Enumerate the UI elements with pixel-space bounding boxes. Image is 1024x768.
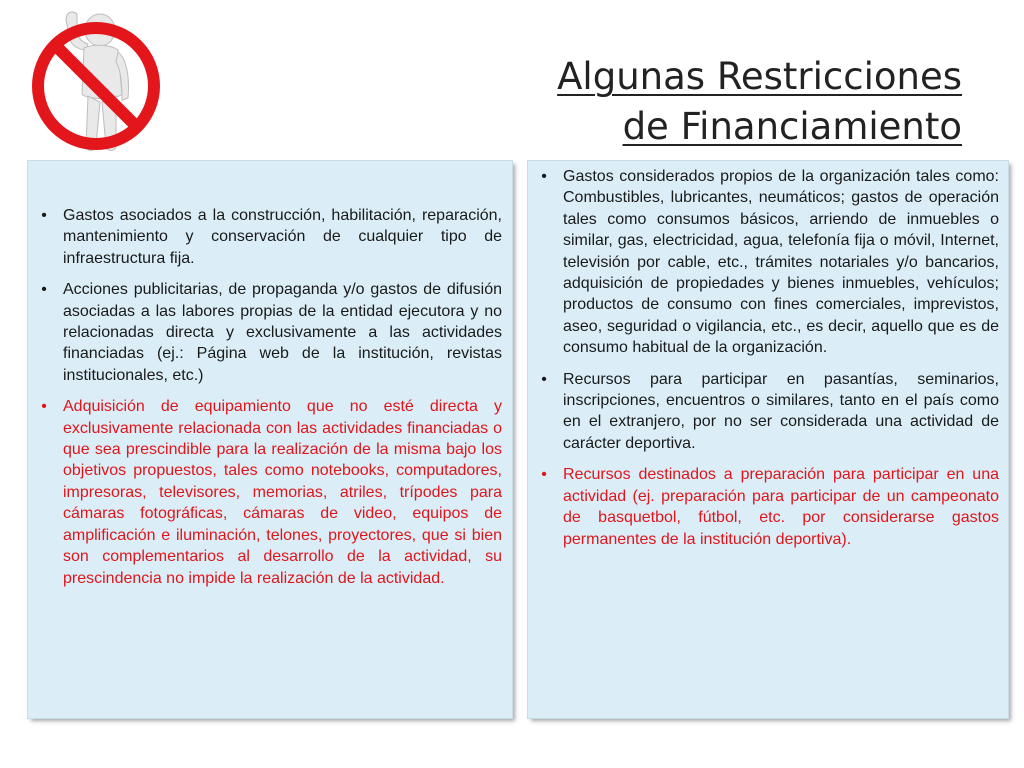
right-panel	[528, 161, 1008, 718]
list-item-highlighted	[38, 396, 502, 589]
list-item-text: Recursos para participar en pasantías, seminarios, inscripciones, encuentros o similares, tanto en el país como en el extranjero, por no ser considerada una actividad de carácter deportiva.	[563, 370, 999, 452]
person-behind-prohibition-sign-icon	[22, 6, 172, 158]
left-bullet-list	[38, 205, 502, 589]
bullet-icon: •	[41, 281, 47, 299]
bullet-icon: •	[541, 370, 547, 388]
list-item	[38, 279, 502, 386]
list-item	[538, 166, 999, 359]
bullet-icon: •	[541, 466, 547, 484]
left-panel	[28, 161, 512, 718]
list-item-text: Gastos considerados propios de la organización tales como: Combustibles, lubricantes, neumáticos; gastos de operación tales como consumos básicos, arriendo de inmuebles o similar, gas, electricidad, agua, telefonía fija o móvil, Internet, televisión por cable, etc., trámites notariales y/o bancarios, adquisición de propiedades y bienes inmuebles, vehículos; productos de consumo con fines comerciales, imprevistos, aseo, seguridad o vigilancia, etc., es decir, aquello que es de consumo habitual de la organización.	[563, 168, 999, 357]
list-item	[38, 205, 502, 269]
bullet-icon: •	[41, 398, 47, 416]
bullet-icon: •	[541, 168, 547, 185]
title-line-1: Algunas Restricciones	[557, 55, 962, 98]
list-item-highlighted	[538, 464, 999, 550]
right-bullet-list	[538, 166, 999, 550]
title-line-2: de Financiamiento	[622, 105, 962, 148]
bullet-icon: •	[41, 207, 47, 224]
list-item-text: Recursos destinados a preparación para participar en una actividad (ej. preparación para participar de un campeonato de basquetbol, fútbol, etc. por considerarse gastos permanentes de la institución deportiva).	[563, 466, 999, 548]
page-title	[402, 52, 962, 152]
list-item-text: Adquisición de equipamiento que no esté directa y exclusivamente relacionada con las actividades financiadas o que sea prescindible para la realización de la misma bajo los objetivos propuestos, tales como notebooks, computadores, impresoras, televisores, memorias, atriles, trípodes para cámaras fotográficas, cámaras de video, equipos de amplificación e iluminación, telones, proyectores, que si bien son complementarios al desarrollo de la actividad, su prescindencia no impide la realización de la actividad.	[63, 398, 502, 587]
list-item	[538, 369, 999, 455]
list-item-text: Gastos asociados a la construcción, habilitación, reparación, mantenimiento y conservación de cualquier tipo de infraestructura fija.	[63, 207, 502, 267]
list-item-text: Acciones publicitarias, de propaganda y/o gastos de difusión asociadas a las labores propias de la entidad ejecutora y no relacionadas directa y exclusivamente a las actividades financiadas (ej.: Página web de la institución, revistas institucionales, etc.)	[63, 281, 502, 384]
